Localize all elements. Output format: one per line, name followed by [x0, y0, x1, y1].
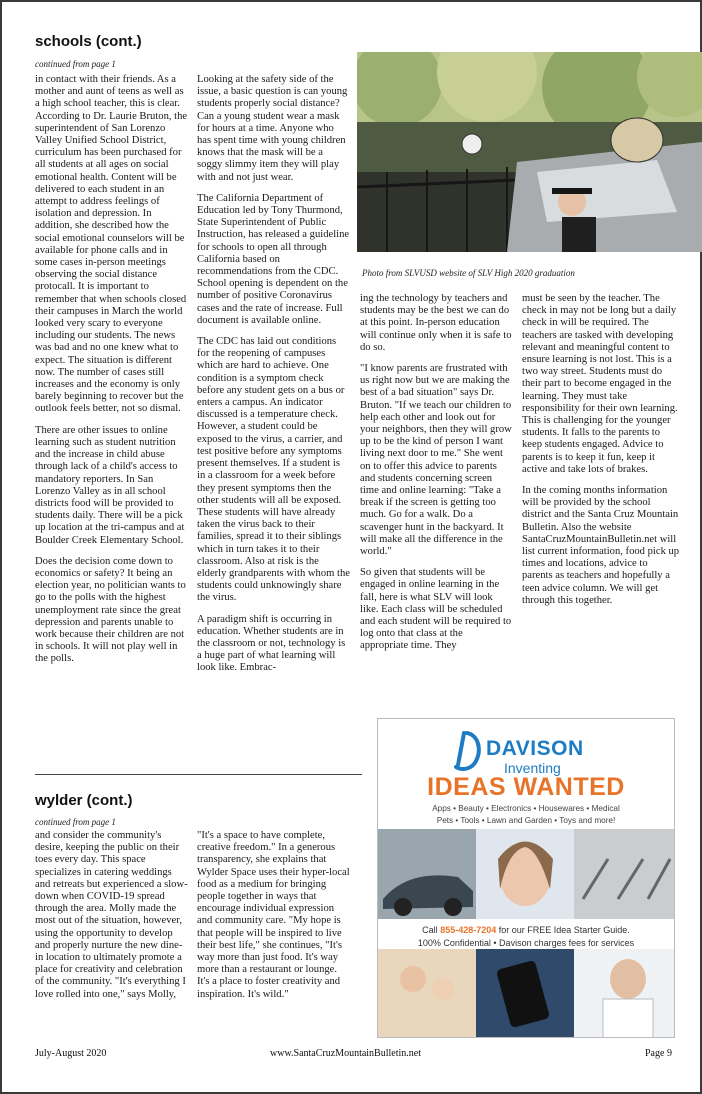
schools-column-3	[360, 293, 513, 698]
paragraph: So given that students will be engaged in online learning in the fall, here is what SLV will look like. Each class will be scheduled and each student will be required to log onto that class at the appropriate time. They	[360, 567, 512, 652]
graduation-photo-graphic	[357, 52, 702, 252]
paragraph: The California Department of Education led by Tony Thurmond, State Superintendent of Public Instruction, has released a guideline for schools to open all through California based on recommendations from the CDC. School opening is dependent on the number of positive Coronavirus cases and the rate of increase. Full document is available online.	[197, 192, 350, 326]
paragraph: A paradigm shift is occurring in education. Whether students are in the classroom or not, technology is a huge part of what learning will look like. Embrac-	[197, 613, 346, 674]
paragraph: in contact with their friends. As a mother and aunt of teens as well as a high school teacher, this is clear. According to Dr. Laurie Bruton, the superintendent of San Lorenzo Valley Unified School District, curriculum has been purchased for all students at all ages on social emotional health. Content will be delivered to each student in an attempt to address feelings of isolation and depression. In addition, she described how the social emotional counselors will be available for phone calls and in some cases in-person meetings observing the social distance protocall. It is important to remember that when schools closed their campuses in March the world looked very scary to everyone including our students. The news was bad and no one knew what to expect. The situation is different now. The number of cases still increases and the economy is only barely beginning to recover but the outlook feels better, not so dismal.	[35, 74, 188, 415]
footer-page-number: Page 9	[645, 1048, 672, 1059]
ad-call-to-action[interactable]	[378, 925, 674, 935]
paragraph: "I know parents are frustrated with us right now but we are making the best of a bad situation" says Dr. Bruton. "If we teach our children to help each other and look out for your neighbors, then they will grow up to be the kind of person I want living next door to me." She went on to offer this advice to parents and students concerning screen time and online learning: "Take a break if the screen is getting too much. Go for a walk. Do a scavenger hunt in the backyard. It will make all the difference in the world."	[360, 363, 512, 558]
ad-headline: IDEAS WANTED	[427, 773, 625, 801]
paragraph: In the coming months information will be provided by the school district and the Santa Cruz Mountain Bulletin. Also the website SantaCruzMountainBulletin.net will list current information, food pick up times and locations, advice to parents as teachers and hopefully a teen advice column. We will get through this together.	[522, 485, 680, 606]
paragraph: "It's a space to have complete, creative freedom." In a generous transparency, she explains that Wylder Space uses their hyper-local food as a medium for bringing people together in ways that encourage individual expression and community care. "My hope is that people will be inspired to live their best life," she continues, "It's way more than just food. It's way more than a restaurant or lounge. It's a place to foster creativity and inspiration. It's wild."	[197, 830, 350, 1000]
schools-column-2	[197, 74, 350, 764]
paragraph: and consider the community's desire, keeping the public on their toes every day. This space specializes in catering weddings and retreats but experienced a slow-down when COVID-19 spread through the area. Molly made the most out of the situation, however, using the opportunity to develop and properly nurture the new dine-in location to ultimately promote a place for creativity and celebration of the community. "It's everything I love rolled into one," says Molly,	[35, 830, 188, 1000]
schools-column-1	[35, 74, 188, 764]
schools-column-4	[522, 293, 680, 698]
section-divider	[35, 774, 362, 775]
paragraph: There are other issues to online learning such as student nutrition and the increase in child abuse through lack of a child's access to mandatory reporters. In San Lorenzo Valley as in all school districts food will be provided to students daily. There will be a pick up location at the tri-campus and at Boulder Creek Elementary School.	[35, 424, 185, 546]
wylder-header: wylder (cont.)	[35, 792, 133, 809]
paragraph: Does the decision come down to economics or safety? It being an election year, no politician wants to go to the polls with the highest unemployment rate since the great depression and parents unable to work because their children are not in schools. It will not play well in the polls.	[35, 555, 186, 665]
ad-brand-name: DAVISON	[486, 737, 584, 760]
paragraph: Looking at the safety side of the issue, a basic question is can young students properly social distance? Can a young student wear a mask for hours at a time. Anyone who has spent time with young children knows that the mask will be a soggy slimmy item they will play with and not just wear.	[197, 74, 348, 183]
paragraph: The CDC has laid out conditions for the reopening of campuses which are hard to achieve. One condition is a symptom check before any student gets on a bus or enters a campus. An indicator discussed is a temperature check. However, a student could be exposed to the virus, a carrier, and test positive before any symptoms present themselves. If a student is in a classroom for a week before they present symptoms then the other students will all be exposed. These students will have already taken the virus back to their families, spread it to their siblings which in turn takes it to their classroom. Also at risk is the elderly grandparents with whom the students could unknowingly share the virus.	[197, 336, 350, 604]
footer-date: July-August 2020	[35, 1048, 107, 1059]
ad-call-suffix: for our FREE Idea Starter Guide.	[496, 925, 630, 935]
ad-categories-line-2: Pets • Tools • Lawn and Garden • Toys and more!	[436, 816, 616, 825]
wylder-column-1	[35, 830, 188, 1040]
wylder-column-2	[197, 830, 350, 1040]
schools-header: schools (cont.)	[35, 33, 142, 50]
ad-disclaimer: 100% Confidential • Davison charges fees for services	[417, 938, 635, 948]
ad-call-prefix: Call	[422, 925, 441, 935]
paragraph: must be seen by the teacher. The check in may not be long but a daily check in will be required. The teachers are tasked with developing relevant and meaningful content to ensure learning is not lost. This is a two way street. Students must do their part to become engaged in the learning. They must take responsibility for their own learning. This is challenging for the younger students. It falls to the parents to keep students engaged. Advice to parents is to keep it fun, keep it active and take lots of brakes.	[522, 293, 678, 475]
ad-brand-sub: Inventing	[504, 760, 561, 776]
wylder-continued-note: continued from page 1	[35, 817, 116, 827]
footer-website[interactable]: www.SantaCruzMountainBulletin.net	[270, 1048, 421, 1059]
ad-categories-line-1: Apps • Beauty • Electronics • Housewares • Medical	[432, 804, 620, 813]
schools-continued-note: continued from page 1	[35, 59, 116, 69]
paragraph: ing the technology by teachers and students may be the best we can do at this point. In-person education will continue only when it is safe to do so.	[360, 293, 512, 353]
photo-caption: Photo from SLVUSD website of SLV High 2020 graduation	[362, 268, 575, 278]
davison-advertisement[interactable]	[377, 718, 675, 1038]
davison-logo-icon	[450, 729, 484, 773]
ad-phone-number[interactable]: 855-428-7204	[440, 925, 497, 935]
graduation-photo	[357, 52, 702, 252]
newspaper-page	[2, 2, 700, 1092]
